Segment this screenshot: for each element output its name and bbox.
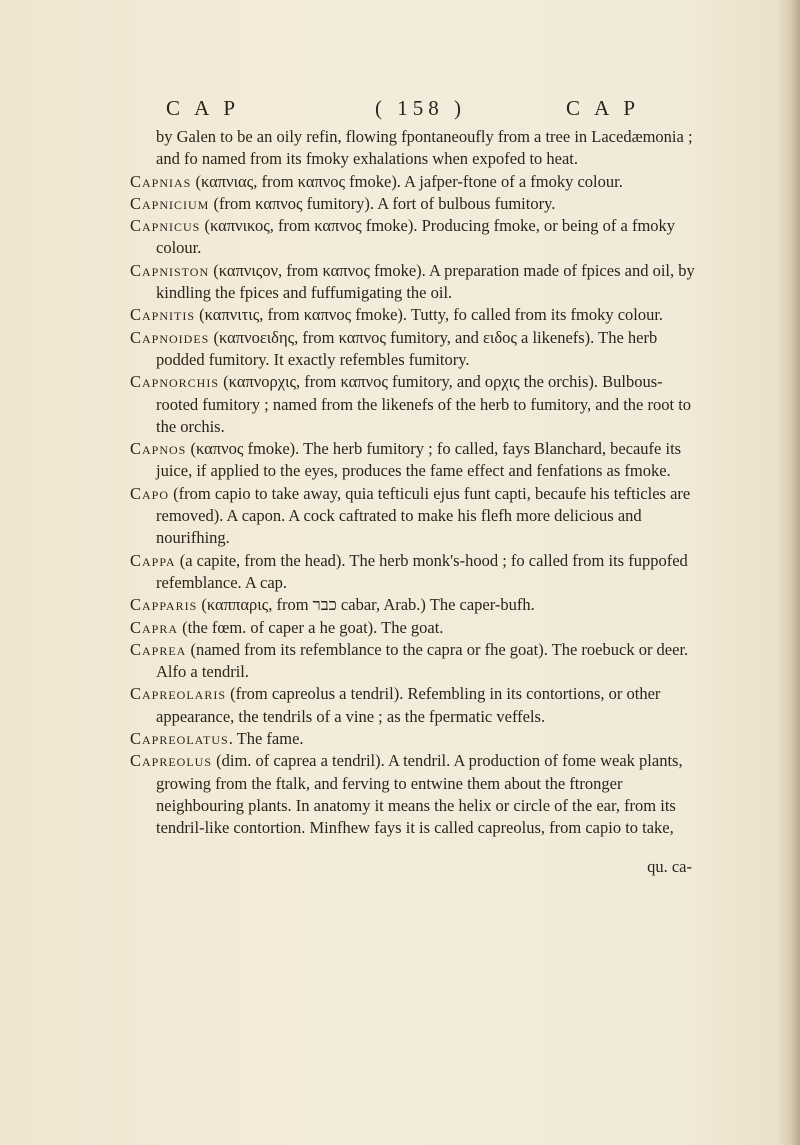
definition: (named from its refemblance to the capra or fhe goat). The roebuck or deer. Alfo a tendril.	[156, 639, 689, 682]
running-header	[0, 96, 800, 126]
definition: (καπνοειδης, from καπνος fumitory, and ειδος a likenefs). The herb podded fumitory. It exactly refembles fumitory.	[156, 327, 658, 369]
entry-capnicium	[130, 193, 700, 215]
definition: (καπνιτις, from καπνος fmoke). Tutty, fo called from its fmoky colour.	[195, 305, 664, 325]
page-edge-shadow	[778, 0, 800, 1145]
headword: Cappa	[130, 550, 176, 570]
definition: (the fœm. of caper a he goat). The goat.	[178, 617, 444, 637]
entry-capreolus	[130, 750, 700, 839]
dictionary-text	[130, 126, 700, 895]
entry-capreolaris	[130, 683, 700, 728]
entry-capreolatus	[130, 728, 700, 750]
headword: Capra	[130, 617, 179, 637]
definition: (dim. of caprea a tendril). A tendril. A production of fome weak plants, growing from the ftalk, and ferving to entwine them about the ftronger neighbouring plants. In anatomy it means the helix or circle of the ear, from its tendril-like contortion. Minfhew fays it is called capreolus, from capio to take,	[156, 751, 683, 838]
definition: (καπνορχις, from καπνος fumitory, and ορχις the orchis). Bulbous-rooted fumitory ; named from the likenefs of the herb to fumitory, and the root to the orchis.	[156, 372, 692, 436]
headword: Capnicium	[130, 193, 210, 213]
headword: Capnicus	[130, 216, 201, 236]
definition: (καπνικος, from καπνος fmoke). Producing fmoke, or being of a fmoky colour.	[156, 216, 676, 258]
entry-capniston	[130, 260, 700, 305]
headword: Capnias	[130, 171, 192, 191]
header-left: C A P	[166, 96, 241, 120]
entry-capra	[130, 617, 700, 639]
headword: Capo	[130, 483, 170, 503]
definition: (from capreolus a tendril). Refembling in its contortions, or other appearance, the tendrils of a vine ; as the fpermatic veffels.	[156, 684, 661, 726]
definition: (καπνιςον, from καπνος fmoke). A preparation made of fpices and oil, by kindling the fpices and fuffumigating the oil.	[156, 260, 695, 303]
headword: Capnos	[130, 439, 187, 459]
headword: Capnoides	[130, 327, 210, 347]
headword: Caprea	[130, 639, 187, 659]
page-number: ( 158 )	[375, 96, 466, 120]
header-right: C A P	[566, 96, 641, 120]
definition: (from capio to take away, quia tefticuli ejus funt capti, becaufe his tefticles are removed). A capon. A cock caftrated to make his flefh more delicious and nourifhing.	[156, 483, 691, 548]
headword: Capnitis	[130, 305, 196, 325]
entry-cappa	[130, 550, 700, 595]
definition: (a capite, from the head). The herb monk's-hood ; fo called from its fuppofed refemblance. A cap.	[156, 550, 688, 592]
entry-capnitis	[130, 304, 700, 326]
entry-capnicus	[130, 215, 700, 260]
continuation-paragraph: by Galen to be an oily refin, flowing fpontaneoufly from a tree in Lacedæmonia ; and fo named from its fmoky exhalations when expofed to heat.	[156, 127, 693, 169]
headword: Capreolatus	[130, 729, 229, 749]
definition: (from καπνος fumitory). A fort of bulbous fumitory.	[209, 193, 556, 213]
headword: Capreolaris	[130, 684, 227, 704]
headword: Capparis	[130, 595, 198, 615]
definition: . The fame.	[228, 729, 304, 749]
definition: (καπνιας, from καπνος fmoke). A jafper-ftone of a fmoky colour.	[191, 171, 623, 191]
entry-capparis	[130, 594, 700, 616]
entry-caprea	[130, 639, 700, 684]
entry-capnorchis	[130, 371, 700, 438]
headword: Capnorchis	[130, 372, 220, 392]
headword: Capniston	[130, 260, 210, 280]
definition: (καππαρις, from כבר cabar, Arab.) The caper-bufh.	[197, 595, 535, 615]
entry-capnoides	[130, 327, 700, 372]
entry-capnias	[130, 171, 700, 193]
entry-capnos	[130, 438, 700, 483]
catchword: qu. ca-	[647, 857, 692, 876]
entry-capo	[130, 483, 700, 550]
headword: Capreolus	[130, 751, 213, 771]
definition: (καπνος fmoke). The herb fumitory ; fo called, fays Blanchard, becaufe its juice, if applied to the eyes, produces the fame effect and fenfations as fmoke.	[156, 439, 682, 481]
